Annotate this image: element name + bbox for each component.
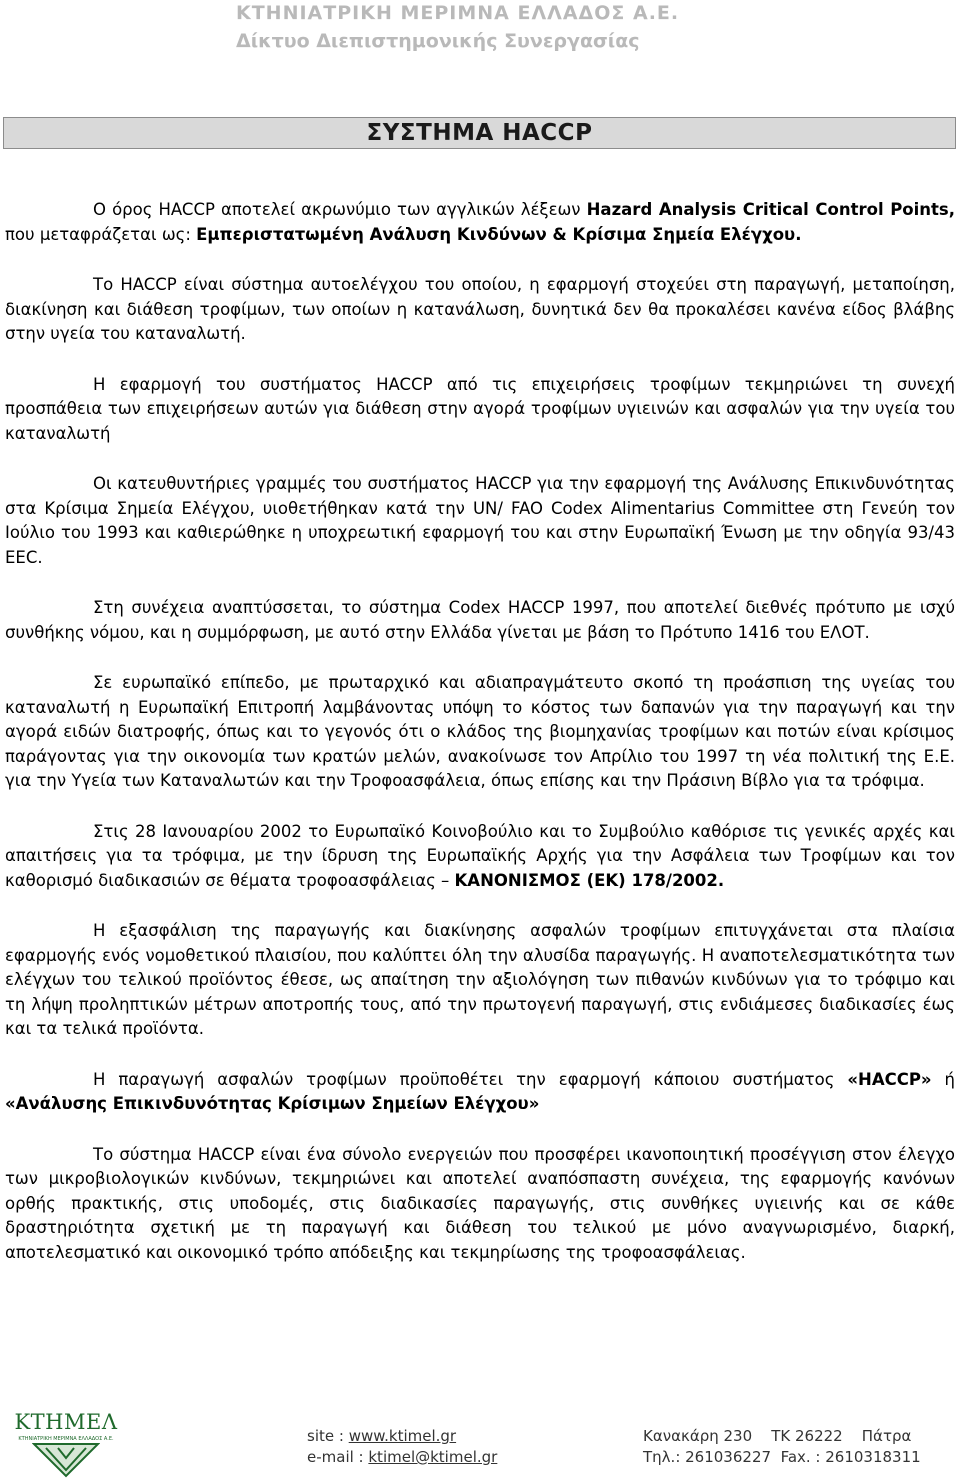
paragraph-european: Σε ευρωπαϊκό επίπεδο, με πρωταρχικό και αδιαπραγμάτευτο σκοπό τη προάσπιση της υγείας του καταναλωτή η Ευρωπαϊκή Επιτροπή λαμβάνοντας υπόψη το κόστος των δαπανών για την παραγωγή και την αγορά ειδών διατροφής, όπως και το γεγονός ότι ο κλάδος της βιομηχανίας τροφίμων και ποτών είναι κρίσιμος παράγοντας για την οικονομία των κρατών μελών, ανακοίνωσε τον Απρίλιο του 1997 τη νέα πολιτική της Ε.Ε. για την Υγεία των Καταναλωτών και την Τροφοασφάλεια, όπως επίσης και την Πράσινη Βίβλο για τα τρόφιμα.: [5, 673, 955, 790]
haccp-quote: «HACCP»: [847, 1069, 932, 1089]
paragraph-codex: Στη συνέχεια αναπτύσσεται, το σύστημα Codex HACCP 1997, που αποτελεί διεθνές πρότυπο με ισχύ συνθήκης νόμου, και η συμμόρφωση, με αυτό στην Ελλάδα γίνεται με βάση το Πρότυπο 1416 του ΕΛΟΤ.: [5, 598, 955, 642]
haccp-greek-term: Εμπεριστατωμένη Ανάλυση Κινδύνων & Κρίσιμα Σημεία Ελέγχου.: [196, 224, 802, 244]
footer-email-line: [307, 1447, 497, 1468]
footer-address: Κανακάρη 230 ΤΚ 26222 Πάτρα: [643, 1427, 912, 1445]
analysis-quote: «Ανάλυσης Επικινδυνότητας Κρίσιμων Σημείων Ελέγχου»: [5, 1094, 540, 1113]
company-logo: [12, 1406, 120, 1478]
site-label: site :: [307, 1427, 349, 1445]
footer-site-line: [307, 1426, 497, 1447]
haccp-english-term: Hazard Analysis Critical Control Points,: [586, 200, 955, 219]
org-title: ΚΤΗΝΙΑΤΡΙΚΗ ΜΕΡΙΜΝΑ ΕΛΛΑΔΟΣ Α.Ε.: [236, 2, 680, 24]
footer-contact-web: [307, 1426, 497, 1468]
document-body: [5, 198, 955, 1265]
paragraph-safety: Η εξασφάλιση της παραγωγής και διακίνησης ασφαλών τροφίμων επιτυγχάνεται στα πλαίσια εφαρμογής ενός νομοθετικού πλαισίου, που καλύπτει όλη την αλυσίδα παραγωγής. Η αναποτελεσματικότητα των ελέγχων του τελικού προϊόντος έθεσε, ως απαίτηση την αξιολόγηση των πιθανών κινδύνων για το τρόφιμο και τη λήψη προληπτικών μέτρων αποτροπής τους, από την πρωτογενή παραγωγή, στις ενδιάμεσες διαδικασίες έως και τα τελικά προϊόντα.: [5, 921, 955, 1038]
page-title: ΣΥΣΤΗΜΑ HACCP: [3, 117, 956, 149]
email-link[interactable]: ktimel@ktimel.gr: [368, 1448, 498, 1466]
logo-subtitle: ΚΤΗΝΙΑΤΡΙΚΗ ΜΕΡΙΜΝΑ ΕΛΛΑΔΟΣ Α.Ε.: [18, 1436, 114, 1442]
footer: [0, 1398, 960, 1483]
requirement-text: ή: [931, 1069, 956, 1089]
intro-paragraph-2: Το HACCP είναι σύστημα αυτοελέγχου του οποίου, η εφαρμογή στοχεύει στη παραγωγή, μεταποίηση, διακίνηση και διάθεση τροφίμων, των οποίων η κατανάλωση, δυνητικά δεν θα προκαλέσει κανένα είδος βλάβης στην υγεία του καταναλωτή.: [5, 275, 955, 343]
footer-contact-address: [643, 1426, 921, 1468]
paragraph-haccp-requirement: [5, 1068, 955, 1117]
regulation-text: Στις 28 Ιανουαρίου 2002 το Ευρωπαϊκό Κοινοβούλιο και το Συμβούλιο καθόρισε τις γενικές αρχές και απαιτήσεις για τα τρόφιμα, με την ίδρυση της Ευρωπαϊκής Αρχής για την Ασφάλεια των Τροφίμων και τον καθορισμό διαδικασιών σε θέματα τροφοασφάλειας –: [5, 821, 955, 890]
site-link[interactable]: www.ktimel.gr: [348, 1427, 457, 1445]
paragraph-regulation: [5, 820, 955, 894]
paragraph-system: Το σύστημα HACCP είναι ένα σύνολο ενεργειών που προσφέρει ικανοποιητική προσέγγιση στον έλεγχο των μικροβιολογικών κινδύνων, τεκμηριώνει και αποτελεί αναπόσπαστη συνέχεια, της εφαρμογής κανόνων ορθής πρακτικής, στις υποδομές, στις διαδικασίες παραγωγής, στις συνθήκες υγιεινής και σε κάθε δραστηριότητα σχετική με τη παραγωγή και διάθεση του τελικού με μόνο αναγνωρισμένο, διαρκή, αποτελεσματικό και οικονομικό τρόπο απόδειξης και τεκμηρίωσης της τροφοασφάλειας.: [5, 1144, 955, 1262]
footer-phone: Τηλ.: 261036227 Fax. : 2610318311: [643, 1448, 921, 1466]
intro-text: Ο όρος HACCP αποτελεί ακρωνύμιο των αγγλικών λέξεων: [93, 200, 587, 219]
logo-text: ΚΤΗΜΕΛ: [14, 1410, 118, 1434]
network-subtitle: Δίκτυο Διεπιστημονικής Συνεργασίας: [236, 30, 640, 52]
intro-paragraph-3: Η εφαρμογή του συστήματος HACCP από τις επιχειρήσεις τροφίμων τεκμηριώνει τη συνεχή προσπάθεια των επιχειρήσεων αυτών για διάθεση στην αγορά τροφίμων υγιεινών και ασφαλών για την υγεία του καταναλωτή: [5, 374, 955, 443]
intro-text: που μεταφράζεται ως:: [5, 224, 197, 244]
email-label: e-mail :: [307, 1448, 369, 1466]
regulation-name: ΚΑΝΟΝΙΣΜΟΣ (ΕΚ) 178/2002.: [454, 870, 725, 890]
requirement-text: Η παραγωγή ασφαλών τροφίμων προϋποθέτει την εφαρμογή κάποιου συστήματος: [93, 1069, 848, 1089]
paragraph-guidelines: Οι κατευθυντήριες γραμμές του συστήματος HACCP για την εφαρμογή της Ανάλυσης Επικινδυνότητας στα Κρίσιμα Σημεία Ελέγχου, υιοθετήθηκαν κατά την UN/ FAO Codex Alimentarius Committee στη Γενεύη τον Ιούλιο του 1993 και καθιερώθηκε η υποχρεωτική εφαρμογή του και στην Ευρωπαϊκή Ένωση με την οδηγία 93/43 ΕΕC.: [5, 474, 955, 567]
logo-emblem-icon: [32, 1442, 100, 1478]
intro-paragraph-1: [5, 198, 955, 247]
